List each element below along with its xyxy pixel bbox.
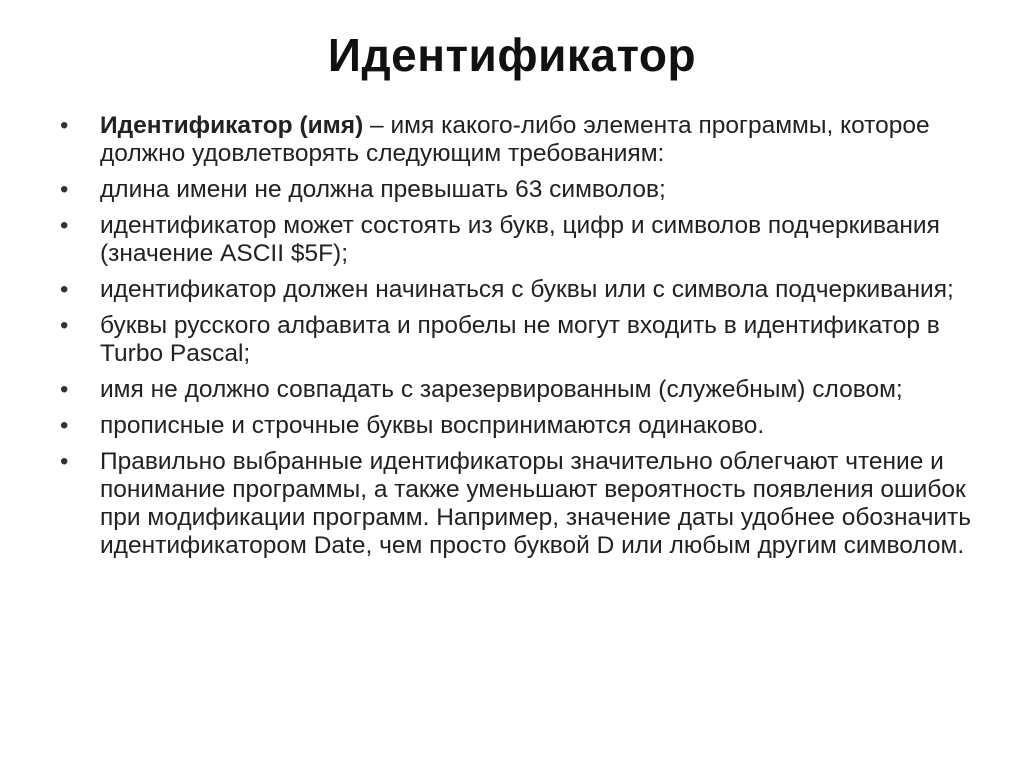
bullet-text: буквы русского алфавита и пробелы не могут входить в идентификатор в Turbo Pascal;: [100, 312, 940, 367]
bullet-item: [60, 312, 980, 368]
slide-title: Идентификатор: [327, 29, 697, 81]
bullet-point-icon: •: [60, 412, 69, 439]
bullet-text: Правильно выбранные идентификаторы значительно облегчают чтение и понимание программы, а также уменьшают вероятность появления ошибок при модификации программ. Например, значение даты удобнее обозначить идентификатором Date, чем просто буквой D или любым другим символом.: [100, 448, 972, 559]
bullet-point-icon: •: [60, 276, 69, 303]
bullet-point-icon: •: [60, 212, 69, 239]
bullet-text: имя не должно совпадать с зарезервированным (служебным) словом;: [100, 376, 903, 403]
bullet-text: длина имени не должна превышать 63 символов;: [100, 176, 666, 203]
bullet-term: Идентификатор (имя): [100, 112, 364, 139]
bullet-text: прописные и строчные буквы воспринимаются одинаково.: [100, 412, 765, 439]
bullet-point-icon: •: [60, 448, 69, 475]
bullet-item: [60, 276, 980, 304]
bullet-text: идентификатор может состоять из букв, цифр и символов подчеркивания (значение ASCII $5F);: [100, 212, 940, 267]
bullet-item: [60, 112, 980, 168]
bullet-item: [60, 448, 980, 560]
bullet-item: [60, 412, 980, 440]
bullet-point-icon: •: [60, 112, 69, 139]
bullet-list: [60, 112, 980, 568]
bullet-item: [60, 176, 980, 204]
bullet-item: [60, 376, 980, 404]
bullet-text: [100, 112, 980, 168]
bullet-point-icon: •: [60, 376, 69, 403]
bullet-text: идентификатор должен начинаться с буквы или с символа подчеркивания;: [100, 276, 954, 303]
bullet-definition: – имя какого-либо элемента программы, которое должно удовлетворять следующим требованиям:: [100, 112, 930, 167]
bullet-point-icon: •: [60, 312, 69, 339]
bullet-point-icon: •: [60, 176, 69, 203]
bullet-item: [60, 212, 980, 268]
